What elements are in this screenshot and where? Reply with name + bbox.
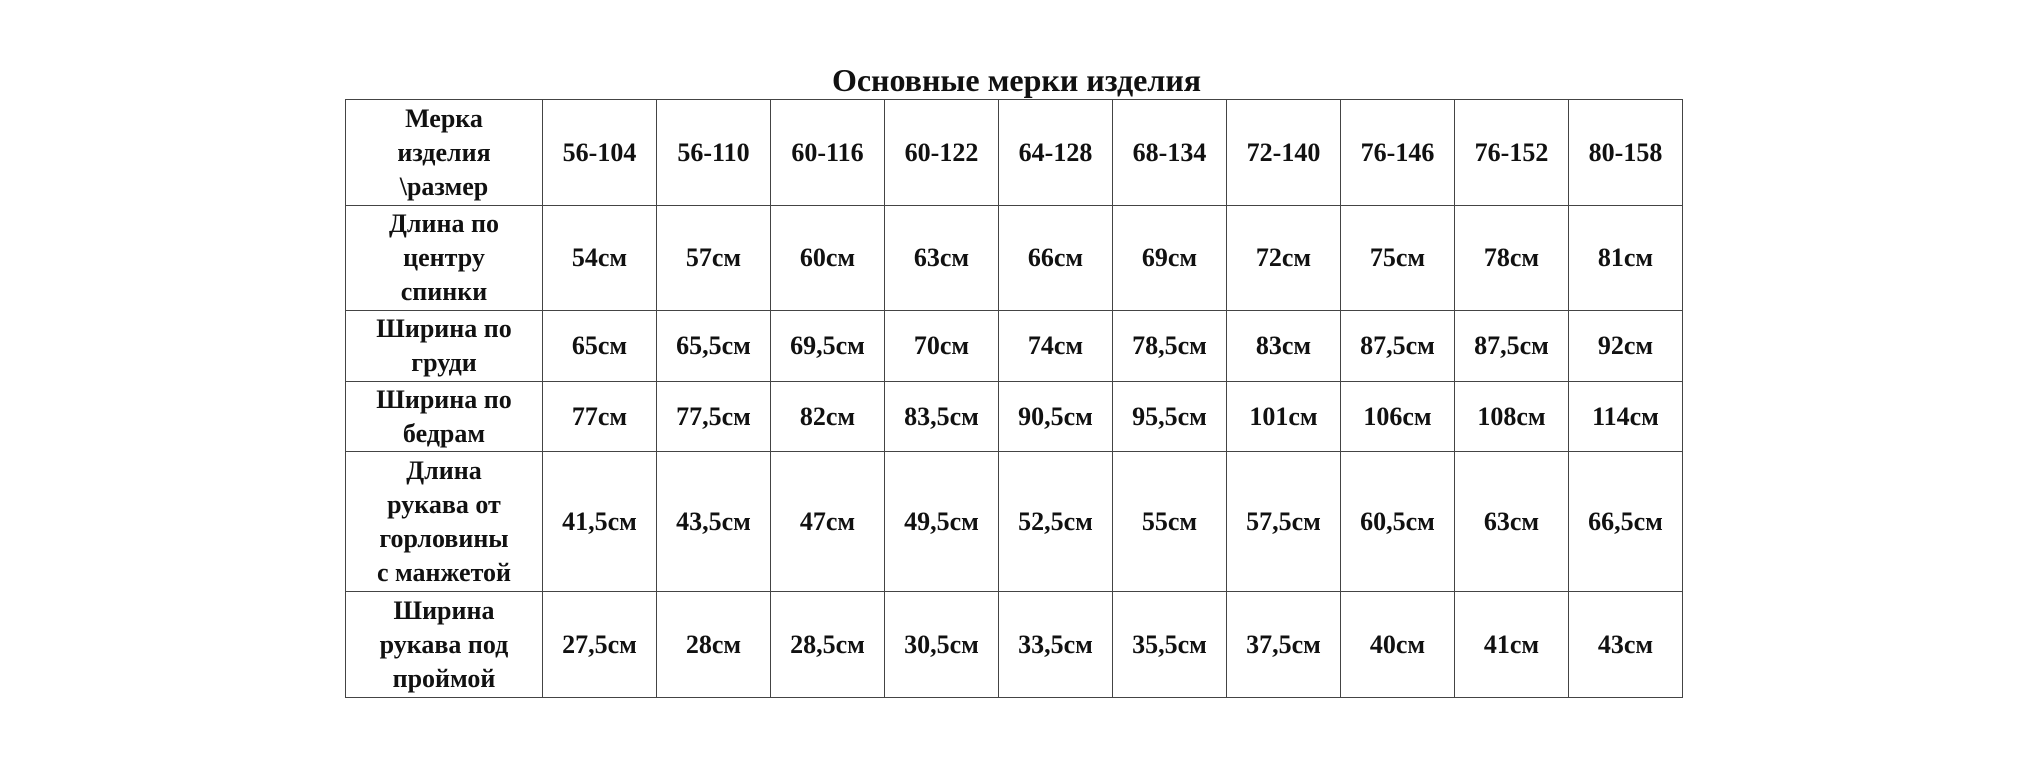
value-cell: 70см [885,311,999,382]
row-label-line: спинки [400,277,488,306]
row-label-line: Длина по [389,209,499,238]
value-cell: 60,5см [1341,452,1455,592]
value-cell: 83,5см [885,382,999,452]
size-header-cell: 72-140 [1227,100,1341,206]
value-cell: 40см [1341,592,1455,698]
value-cell: 77,5см [657,382,771,452]
value-cell: 63см [885,206,999,311]
value-cell: 78,5см [1113,311,1227,382]
header-label-line: изделия [397,137,491,167]
value-cell: 87,5см [1341,311,1455,382]
value-cell: 74см [999,311,1113,382]
row-label-cell [346,382,543,452]
value-cell: 47см [771,452,885,592]
row-label-line: рукава под [379,629,509,659]
header-row [346,100,1683,206]
size-header-cell: 60-122 [885,100,999,206]
value-cell: 114см [1569,382,1683,452]
size-chart-table [345,99,1683,698]
row-label-line: груди [411,348,477,377]
value-cell: 27,5см [543,592,657,698]
size-header-cell: 56-104 [543,100,657,206]
row-label-line: проймой [392,663,496,693]
row-label-line: бедрам [402,418,486,448]
size-header-cell: 64-128 [999,100,1113,206]
table-row [346,452,1683,592]
header-label-line: \размер [399,171,489,201]
value-cell: 33,5см [999,592,1113,698]
value-cell: 82см [771,382,885,452]
row-label-line: рукава от [387,489,501,519]
row-label-line: горловины [379,523,509,553]
value-cell: 81см [1569,206,1683,311]
size-header-cell: 76-152 [1455,100,1569,206]
table-row [346,592,1683,698]
value-cell: 101см [1227,382,1341,452]
value-cell: 52,5см [999,452,1113,592]
value-cell: 54см [543,206,657,311]
row-label-line: центру [403,243,485,272]
table-row [346,382,1683,452]
row-label-line: Длина [406,455,482,485]
value-cell: 92см [1569,311,1683,382]
value-cell: 43,5см [657,452,771,592]
value-cell: 78см [1455,206,1569,311]
table-row [346,206,1683,311]
value-cell: 41,5см [543,452,657,592]
value-cell: 87,5см [1455,311,1569,382]
value-cell: 77см [543,382,657,452]
value-cell: 106см [1341,382,1455,452]
size-header-cell: 56-110 [657,100,771,206]
value-cell: 66см [999,206,1113,311]
size-header-cell: 68-134 [1113,100,1227,206]
row-label-line: Ширина по [376,384,512,414]
row-label-line: с манжетой [376,557,511,587]
row-label-line: Ширина [393,595,495,625]
size-header-cell: 60-116 [771,100,885,206]
value-cell: 66,5см [1569,452,1683,592]
value-cell: 65см [543,311,657,382]
value-cell: 49,5см [885,452,999,592]
row-label-cell [346,311,543,382]
value-cell: 28см [657,592,771,698]
value-cell: 37,5см [1227,592,1341,698]
value-cell: 69см [1113,206,1227,311]
value-cell: 41см [1455,592,1569,698]
value-cell: 35,5см [1113,592,1227,698]
row-label-cell [346,206,543,311]
value-cell: 108см [1455,382,1569,452]
header-label-line: Мерка [405,103,483,133]
value-cell: 60см [771,206,885,311]
value-cell: 55см [1113,452,1227,592]
value-cell: 90,5см [999,382,1113,452]
row-label-line: Ширина по [376,314,512,343]
value-cell: 65,5см [657,311,771,382]
row-label-cell [346,592,543,698]
row-label-cell [346,452,543,592]
value-cell: 28,5см [771,592,885,698]
header-label-cell [346,100,543,206]
value-cell: 95,5см [1113,382,1227,452]
value-cell: 69,5см [771,311,885,382]
value-cell: 75см [1341,206,1455,311]
value-cell: 43см [1569,592,1683,698]
value-cell: 63см [1455,452,1569,592]
table-row [346,311,1683,382]
value-cell: 30,5см [885,592,999,698]
table-title: Основные мерки изделия [831,62,1202,98]
value-cell: 57см [657,206,771,311]
size-header-cell: 76-146 [1341,100,1455,206]
value-cell: 72см [1227,206,1341,311]
size-header-cell: 80-158 [1569,100,1683,206]
value-cell: 57,5см [1227,452,1341,592]
value-cell: 83см [1227,311,1341,382]
